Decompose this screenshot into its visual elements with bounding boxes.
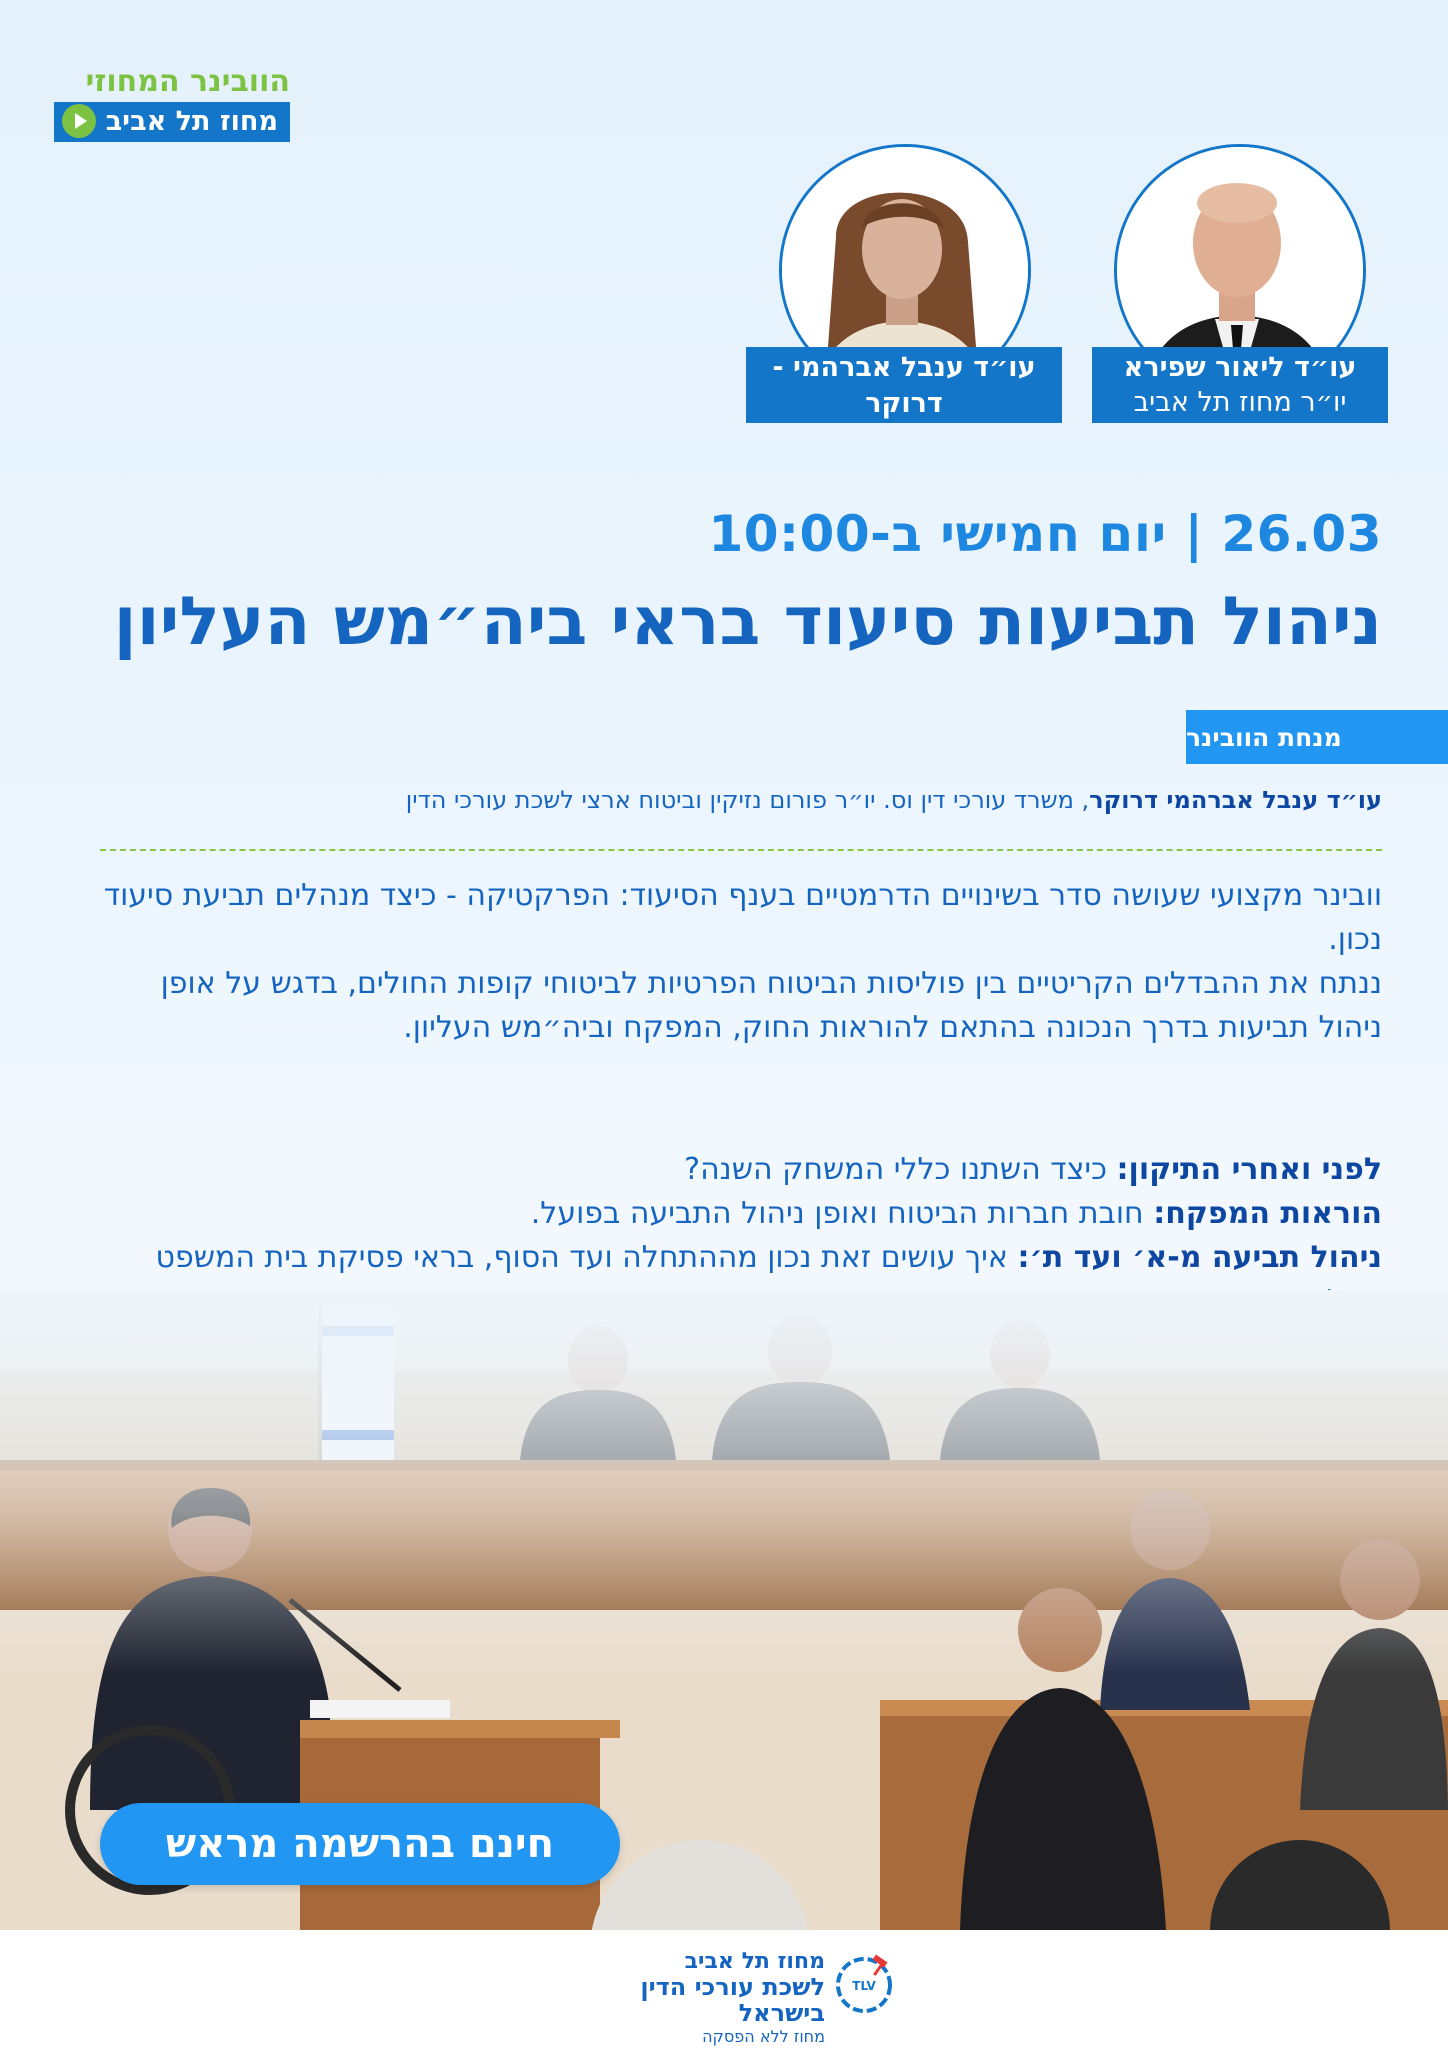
speaker-1-role: יו״ר מחוז תל אביב bbox=[1133, 387, 1347, 418]
speaker-1-namebox bbox=[1092, 347, 1388, 423]
key-point-label: הוראות המפקח: bbox=[1153, 1196, 1382, 1231]
host-tag: מנחת הוובינר bbox=[1186, 710, 1448, 764]
play-icon bbox=[62, 104, 96, 138]
host-details: , משרד עורכי דין וס. יו״ר פורום נזיקין וביטוח ארצי לשכת עורכי הדין bbox=[405, 786, 1090, 814]
speaker-1-name: עו״ד ליאור שפירא bbox=[1123, 352, 1357, 383]
footer-bar-association: לשכת עורכי הדין בישראל bbox=[640, 1973, 825, 2027]
event-date-time: 26.03 | יום חמישי ב-10:00 bbox=[708, 505, 1382, 563]
host-name: עו״ד ענבל אברהמי דרוקר bbox=[1089, 786, 1382, 814]
event-title: ניהול תביעות סיעוד בראי ביה״מש העליון bbox=[113, 582, 1382, 660]
footer-logo bbox=[555, 1949, 895, 2046]
dashed-divider bbox=[100, 849, 1382, 851]
key-point-text: חובת חברות הביטוח ואופן ניהול התביעה בפועל. bbox=[530, 1196, 1154, 1231]
brand-title: הוובינר המחוזי bbox=[85, 64, 290, 99]
key-point-label: ניהול תביעה מ-א׳ ועד ת׳: bbox=[1017, 1240, 1382, 1275]
footer-district: מחוז תל אביב bbox=[684, 1949, 825, 1974]
footer bbox=[0, 1930, 1448, 2048]
footer-text bbox=[555, 1950, 825, 2048]
tlv-emblem-icon bbox=[833, 1954, 895, 2016]
key-point-text: איך עושים זאת נכון מההתחלה ועד הסוף, בראי פסיקת בית המשפט bbox=[155, 1240, 1008, 1275]
key-point-text: כיצד השתנו כללי המשחק השנה? bbox=[684, 1152, 1117, 1187]
footer-slogan: מחוז ללא הפסקה bbox=[702, 2027, 825, 2046]
brand-district-chip bbox=[54, 102, 290, 142]
speaker-2-namebox bbox=[746, 347, 1062, 423]
tlv-emblem-text: TLV bbox=[852, 1979, 876, 1993]
key-point bbox=[94, 1148, 1382, 1192]
brand-district-label: מחוז תל אביב bbox=[105, 105, 278, 137]
register-cta-button[interactable]: חינם בהרשמה מראש bbox=[100, 1803, 620, 1885]
brand-block bbox=[50, 64, 290, 142]
description-paragraph-1: וובינר מקצועי שעושה סדר בשינויים הדרמטיים בענף הסיעוד: הפרקטיקה - כיצד מנהלים תביעת סיעוד נכון. bbox=[103, 878, 1382, 957]
key-point bbox=[94, 1192, 1382, 1236]
description bbox=[94, 874, 1382, 1050]
host-line bbox=[222, 786, 1382, 814]
description-paragraph-2: ננתח את ההבדלים הקריטיים בין פוליסות הביטוח הפרטיות לביטוחי קופות החולים, בדגש על אופן ניהול תביעות בדרך הנכונה בהתאם להוראות החוק, המפקח וביה״מש העליון. bbox=[160, 966, 1382, 1045]
key-point-label: לפני ואחרי התיקון: bbox=[1116, 1152, 1382, 1187]
speaker-2-name: עו״ד ענבל אברהמי - דרוקר bbox=[772, 352, 1036, 419]
